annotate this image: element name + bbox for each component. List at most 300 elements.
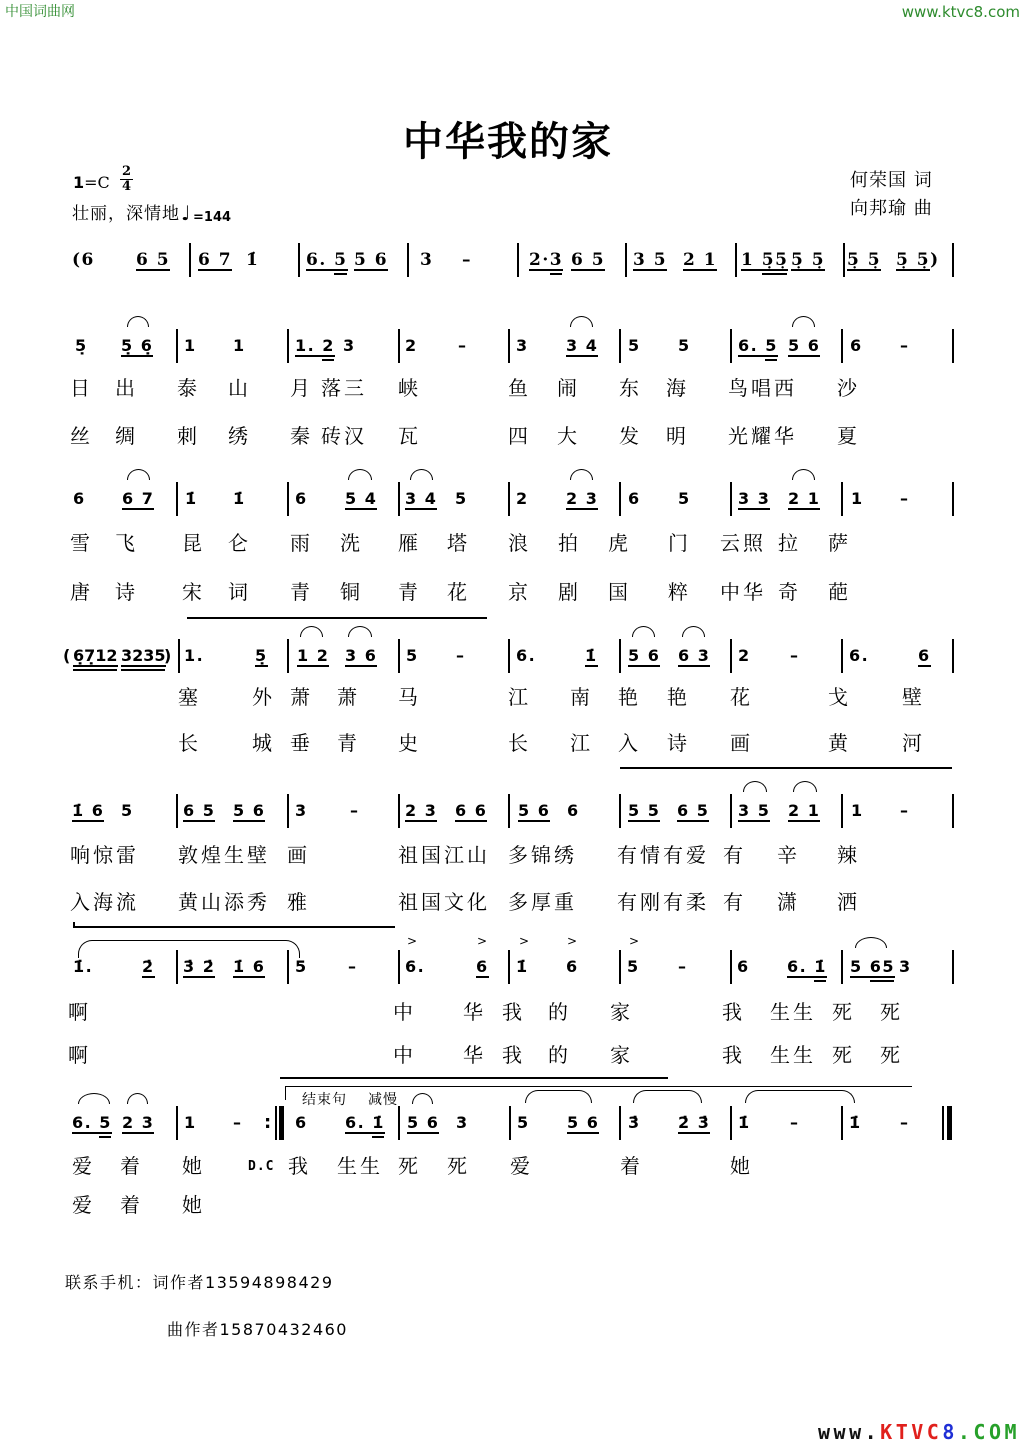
slur-mark <box>348 626 372 637</box>
lyric-syllable: 雨 <box>290 531 313 555</box>
bar-line <box>176 329 178 363</box>
lyric-syllable: 粹 <box>668 580 691 604</box>
rest-dash: – <box>458 336 468 355</box>
note-group-beamed: 6 <box>476 957 489 976</box>
bar-line <box>952 329 954 363</box>
lyric-syllable: 昆 <box>182 531 205 555</box>
lyric-syllable: 大 <box>557 424 580 448</box>
lyrics-verse-1 <box>0 376 1024 400</box>
rest-dash: – <box>348 957 358 976</box>
lyric-syllable: 她 <box>182 1193 205 1217</box>
lyric-syllable: 中 <box>393 1000 416 1024</box>
lyric-syllable: 我 <box>722 1043 745 1067</box>
note-group-beamed <box>850 958 895 978</box>
note-group-beamed <box>306 251 348 271</box>
lyric-syllable: 戈 <box>828 685 851 709</box>
lyric-syllable: 明 <box>666 424 689 448</box>
lyric-syllable: 死 <box>880 1043 903 1067</box>
lyric-syllable: 瓦 <box>398 424 421 448</box>
note-sixteenth: 5 <box>765 336 778 355</box>
lyric-syllable: 她 <box>182 1154 205 1178</box>
lyric-syllable: 死 <box>447 1154 470 1178</box>
note: 5 <box>678 489 691 508</box>
rest-dash: – <box>900 489 910 508</box>
note: 6. <box>306 250 327 270</box>
rest-dash: – <box>350 801 360 820</box>
note: 6 <box>850 336 863 355</box>
lyric-syllable: 沙 <box>837 376 860 400</box>
rest-dash: – <box>790 1113 800 1132</box>
lyric-syllable: 生生 <box>770 1000 816 1024</box>
lyric-syllable: 长 <box>508 731 531 755</box>
lyric-syllable: 丝 <box>70 424 93 448</box>
lyrics-verse-2 <box>0 580 1024 604</box>
final-bar-thick <box>947 1106 952 1140</box>
lyric-syllable: 入 <box>618 731 641 755</box>
lyric-syllable: 我 <box>288 1154 311 1178</box>
lyric-syllable: 夏 <box>837 424 860 448</box>
lyric-syllable: 塞 <box>178 685 201 709</box>
note-sixteenth: 5 <box>99 1113 112 1132</box>
bar-line <box>735 243 737 277</box>
lyric-syllable: 国 <box>608 580 631 604</box>
slur-mark <box>682 626 705 637</box>
note-group-beamed: 6 5 <box>136 250 171 270</box>
note: 1̇ <box>185 489 198 508</box>
lyric-syllable: 剧 <box>558 580 581 604</box>
lyric-syllable: 秦 <box>290 424 313 448</box>
verse-bracket-line <box>73 926 395 928</box>
note: (6 <box>72 250 95 270</box>
song-title: 中华我的家 <box>403 118 613 165</box>
lyric-syllable: 死 <box>832 1000 855 1024</box>
note: 6 <box>628 489 641 508</box>
note-group-beamed: 5 6 <box>788 336 821 355</box>
note: 3 <box>343 336 356 355</box>
bar-line <box>287 794 289 828</box>
lyric-word: 敦煌生壁 <box>178 843 270 867</box>
note-group-beamed: 1̇ <box>585 646 598 665</box>
note-group-beamed: 3 4 <box>566 336 599 355</box>
slur-mark <box>348 469 372 480</box>
note-group-beamed: 5̣ 6̣ <box>121 336 154 355</box>
lyric-syllable: 萧 <box>290 685 313 709</box>
key-tonic: C <box>97 173 110 192</box>
lyric-syllable: 门 <box>668 531 691 555</box>
note: 1. <box>184 646 205 665</box>
note-group-beamed: 2̇ <box>142 957 155 976</box>
note-group-beamed: 5̣ <box>255 646 268 665</box>
note: 1̇ <box>849 1113 862 1132</box>
lyric-syllable: 拍 <box>558 531 581 555</box>
lyric-syllable: 云照 <box>720 531 766 555</box>
lyrics-verse-2 <box>0 890 1024 914</box>
note: 2· <box>529 250 550 270</box>
repeat-bar-thin <box>275 1106 277 1140</box>
note-group-beamed: 2 1 <box>788 489 821 508</box>
lyric-syllable: 山 <box>228 376 251 400</box>
lyrics-verse-1 <box>0 685 1024 709</box>
note-group-beamed: 3̇ 2̇ <box>183 957 216 976</box>
lyric-syllable: 她 <box>730 1154 753 1178</box>
note-group-beamed: 3 6 <box>345 646 378 665</box>
lyric-word: 多厚重 <box>508 890 577 914</box>
bar-line <box>508 329 510 363</box>
slur-mark <box>743 781 767 792</box>
lyricist-credit: 何荣国 词 <box>850 170 933 191</box>
lyric-word: 响惊雷 <box>70 843 139 867</box>
lyric-syllable: 垂 <box>290 731 313 755</box>
note-group-beamed: 1̇ 6 <box>233 957 266 976</box>
lyric-syllable: 四 <box>508 424 531 448</box>
note: 6. <box>738 336 759 355</box>
bar-line <box>843 243 845 277</box>
note-group-beamed: 2 3 <box>566 489 599 508</box>
lyric-word: 有 <box>723 843 746 867</box>
note: 6. <box>72 1113 93 1132</box>
bar-line <box>952 794 954 828</box>
bar-line <box>189 243 191 277</box>
repeat-sign-dots: : <box>264 1112 273 1133</box>
note: 1̇ <box>516 957 529 976</box>
lyric-syllable: 闹 <box>557 376 580 400</box>
bar-line <box>407 243 409 277</box>
bar-line <box>619 1106 621 1140</box>
lyric-syllable: 青 <box>337 731 360 755</box>
lyric-word: 雅 <box>287 890 310 914</box>
lyric-syllable: 京 <box>508 580 531 604</box>
note-group-beamed: 6 7 <box>122 489 155 508</box>
composer-credit: 向邦瑜 曲 <box>850 198 933 219</box>
lyric-syllable: 马 <box>398 685 421 709</box>
accent-mark: > <box>629 934 640 948</box>
note-sixteenth: 5̣5̣ <box>761 250 789 270</box>
lyric-syllable: 城 <box>252 731 275 755</box>
da-capo-marking: D.C <box>248 1159 275 1174</box>
time-signature-top: 2 <box>121 164 132 179</box>
lyric-word: 有情有爱 <box>617 843 709 867</box>
bar-line <box>730 1106 732 1140</box>
rest-dash: – <box>678 957 688 976</box>
lyric-syllable: 爱 <box>72 1154 95 1178</box>
slur-mark <box>633 1090 702 1103</box>
note-sixteenth: 1̇ <box>814 957 827 976</box>
note: 6. <box>405 957 426 976</box>
lyrics-verse-1 <box>0 1154 1024 1178</box>
note: 3 <box>899 957 912 976</box>
lyric-syllable: 我 <box>502 1000 525 1024</box>
lyrics-verse-2 <box>0 731 1024 755</box>
slur-mark <box>570 469 593 480</box>
note-group-beamed <box>896 251 940 271</box>
lyric-syllable: 词 <box>228 580 251 604</box>
note: 6 <box>566 957 579 976</box>
note-group-beamed <box>529 251 563 271</box>
slur-mark <box>410 469 433 480</box>
slur-mark <box>632 626 655 637</box>
verse-bracket-tick <box>73 922 75 926</box>
bar-line <box>952 482 954 516</box>
bar-line <box>509 1106 511 1140</box>
bar-line <box>841 1106 843 1140</box>
bar-line <box>398 639 400 673</box>
note: 1 <box>184 336 197 355</box>
logo-com: .COM <box>957 1420 1021 1444</box>
bar-line <box>841 639 843 673</box>
lyric-syllable: 爱 <box>72 1193 95 1217</box>
lyric-word: 辛 <box>777 843 800 867</box>
contact-info-composer <box>167 1320 348 1340</box>
lyric-syllable: 光耀华 <box>728 424 797 448</box>
lyric-syllable: 中华 <box>720 580 766 604</box>
key-signature <box>73 173 110 193</box>
note-group-beamed: 3 3 <box>738 489 771 508</box>
lyric-syllable: 出 <box>115 376 138 400</box>
lyric-syllable: 史 <box>398 731 421 755</box>
note-group-beamed: 2̇ 3̇ <box>678 1113 711 1132</box>
lyric-word: 黄山添秀 <box>178 890 270 914</box>
note: 3 <box>456 1113 469 1132</box>
lyric-syllable: 唐 <box>70 580 93 604</box>
lyric-syllable: 家 <box>610 1043 633 1067</box>
note: 5̣ <box>75 336 88 355</box>
lyric-syllable: 艳 <box>667 685 690 709</box>
bar-line <box>619 482 621 516</box>
contact-label: 联系手机： <box>65 1273 153 1292</box>
note: 5 <box>295 957 308 976</box>
note-group-beamed: 2 3 <box>405 801 438 820</box>
bar-line <box>508 639 510 673</box>
lyric-word: 有刚有柔 <box>617 890 709 914</box>
bar-line <box>287 950 289 984</box>
rest-dash: – <box>900 1113 910 1132</box>
slur-mark <box>793 781 817 792</box>
note: 1̇ <box>738 1113 751 1132</box>
note-group-beamed: 6 <box>918 646 931 665</box>
site-name-watermark: 中国词曲网 <box>5 4 75 20</box>
lyric-syllable: 的 <box>548 1043 571 1067</box>
note: 6. <box>849 646 870 665</box>
rest-dash: – <box>233 1113 243 1132</box>
lyric-syllable: 发 <box>619 424 642 448</box>
final-bar-thin <box>942 1106 944 1140</box>
note-group-beamed: 2 1 <box>788 801 821 820</box>
ending-label: 结束句 <box>302 1092 347 1108</box>
note-group-beamed: 3 5 <box>633 250 668 270</box>
lyric-syllable: 东 <box>619 376 642 400</box>
tie-mark <box>745 1090 855 1103</box>
lyric-syllable: 华 <box>463 1000 486 1024</box>
contact-info-lyricist <box>65 1273 334 1293</box>
note: 1̇ <box>233 489 246 508</box>
lyric-syllable: 啊 <box>68 1043 91 1067</box>
note-sixteenth: 6̣7̣12 <box>73 646 118 665</box>
note: 5 <box>406 646 419 665</box>
note: 2 <box>405 336 418 355</box>
bar-line <box>952 950 954 984</box>
bar-line <box>398 794 400 828</box>
accent-mark: > <box>567 934 578 948</box>
bar-line <box>619 950 621 984</box>
lyric-syllable: 我 <box>502 1043 525 1067</box>
slur-mark <box>855 937 887 948</box>
logo-eight: 8 <box>942 1420 958 1444</box>
note: 6 <box>295 489 308 508</box>
lyric-syllable: 虎 <box>608 531 631 555</box>
lyric-syllable: 鸟唱西 <box>728 376 797 400</box>
note-group-beamed <box>121 647 166 667</box>
note-group-beamed <box>787 958 827 978</box>
note-group-beamed <box>73 647 118 667</box>
note: 2 <box>738 646 751 665</box>
note-group-beamed: 2 1 <box>683 250 718 270</box>
lyrics-verse-2 <box>0 1043 1024 1067</box>
lyric-syllable: 死 <box>880 1000 903 1024</box>
note-sixteenth: 1̇ <box>372 1113 385 1132</box>
lyric-syllable: 河 <box>902 731 925 755</box>
lyric-syllable: 雁 <box>398 531 421 555</box>
bar-line <box>287 482 289 516</box>
lyric-syllable: 洗 <box>340 531 363 555</box>
slur-mark <box>78 1093 110 1104</box>
lyric-syllable: 着 <box>120 1154 143 1178</box>
note-group-beamed: 3 5 <box>738 801 771 820</box>
slur-mark <box>127 316 149 327</box>
lyric-syllable: 的 <box>548 1000 571 1024</box>
slur-mark <box>792 469 815 480</box>
lyric-syllable: 萨 <box>828 531 851 555</box>
lyric-word: 入海流 <box>70 890 139 914</box>
lyric-syllable: 江 <box>570 731 593 755</box>
note-sixteenth: 5 <box>334 250 348 270</box>
slur-mark <box>300 626 323 637</box>
slur-mark <box>127 469 150 480</box>
note: 3 <box>420 250 434 270</box>
bar-line <box>178 639 180 673</box>
lyric-word: 辣 <box>837 843 860 867</box>
logo-ktvc: KTVC <box>880 1420 943 1444</box>
rest-dash: – <box>462 250 472 270</box>
lyric-syllable: 画 <box>730 731 753 755</box>
slur-mark <box>78 940 300 958</box>
lyric-syllable: 诗 <box>667 731 690 755</box>
lyric-syllable: 我 <box>722 1000 745 1024</box>
site-url-watermark: www.ktvc8.com <box>901 3 1020 21</box>
lyric-syllable: 泰 <box>177 376 200 400</box>
lyric-syllable: 葩 <box>828 580 851 604</box>
bar-line <box>508 794 510 828</box>
note-group-beamed: 5 6 <box>567 1113 600 1132</box>
slur-mark <box>127 1093 148 1104</box>
bar-line <box>176 950 178 984</box>
note: 5 <box>628 336 641 355</box>
note-group-beamed: 5 4 <box>345 489 378 508</box>
note-group-beamed: 5 6 <box>354 250 389 270</box>
slur-mark <box>570 316 593 327</box>
note: 5 <box>678 336 691 355</box>
note: 5 <box>627 957 640 976</box>
note: 1 <box>851 489 864 508</box>
slur-mark <box>792 316 815 327</box>
note-group-beamed: 6 5 <box>183 801 216 820</box>
lyric-word: 潇 <box>777 890 800 914</box>
lyric-word: 祖国江山 <box>398 843 490 867</box>
verse-bracket-line <box>620 767 952 769</box>
note-group-beamed: 3 4 <box>405 489 438 508</box>
note-group-beamed: 5 6 <box>407 1113 440 1132</box>
slur-mark <box>525 1090 592 1103</box>
lyricist-phone: 词作者13594898429 <box>152 1273 334 1292</box>
note: 6. <box>516 646 537 665</box>
lyric-syllable: 外 <box>252 685 275 709</box>
lyric-word: 有 <box>723 890 746 914</box>
lyric-syllable: 着 <box>120 1193 143 1217</box>
bar-line <box>398 1106 400 1140</box>
lyric-syllable: 鱼 <box>508 376 531 400</box>
note: 3 <box>295 801 308 820</box>
lyric-syllable: 绸 <box>115 424 138 448</box>
lyric-syllable: 南 <box>570 685 593 709</box>
note: 1. <box>295 336 316 355</box>
lyrics-verse-1 <box>0 531 1024 555</box>
lyric-syllable: 塔 <box>447 531 470 555</box>
bar-line <box>398 950 400 984</box>
note-group-beamed: 6 5 <box>571 250 606 270</box>
rest-dash: – <box>790 646 800 665</box>
note-group-beamed <box>295 337 335 357</box>
lyric-syllable: 生生 <box>337 1154 383 1178</box>
bar-line <box>952 243 954 277</box>
bar-line <box>298 243 300 277</box>
note: 3 <box>516 336 529 355</box>
tempo-change-label: 减慢 <box>368 1092 398 1108</box>
lyric-syllable: 拉 <box>778 531 801 555</box>
expression-marking: 壮丽，深情地 <box>72 204 180 224</box>
lyrics-verse-2 <box>0 424 1024 448</box>
rest-dash: – <box>456 646 466 665</box>
lyric-syllable: 着 <box>620 1154 643 1178</box>
lyric-syllable: 飞 <box>115 531 138 555</box>
note: 1 <box>851 801 864 820</box>
lyric-syllable: 青 <box>290 580 313 604</box>
lyric-syllable: 奇 <box>778 580 801 604</box>
bar-line <box>841 950 843 984</box>
note: 6 <box>737 957 750 976</box>
logo-www: www. <box>818 1420 881 1444</box>
bar-line <box>952 639 954 673</box>
lyrics-verse-2 <box>0 1193 1024 1217</box>
lyric-syllable: 月 <box>290 376 313 400</box>
bar-line <box>508 482 510 516</box>
quarter-note-icon: ♩ <box>181 201 191 225</box>
bar-line <box>176 794 178 828</box>
repeat-bar-thick <box>279 1106 284 1140</box>
bar-line <box>619 329 621 363</box>
open-paren: ( <box>63 646 72 665</box>
lyric-syllable: 江 <box>508 685 531 709</box>
bar-line <box>730 329 732 363</box>
lyric-word: 画 <box>287 843 310 867</box>
bar-line <box>730 482 732 516</box>
note-group-beamed: 6 5 <box>677 801 710 820</box>
lyric-syllable: 刺 <box>177 424 200 448</box>
note-group-beamed: 5 6 <box>628 646 661 665</box>
note: 6. <box>787 957 808 976</box>
note: 2 <box>516 489 529 508</box>
note-group-beamed: 5̣ 5̣ <box>847 250 882 270</box>
tempo-value: =144 <box>193 210 232 225</box>
lyric-syllable: 花 <box>447 580 470 604</box>
